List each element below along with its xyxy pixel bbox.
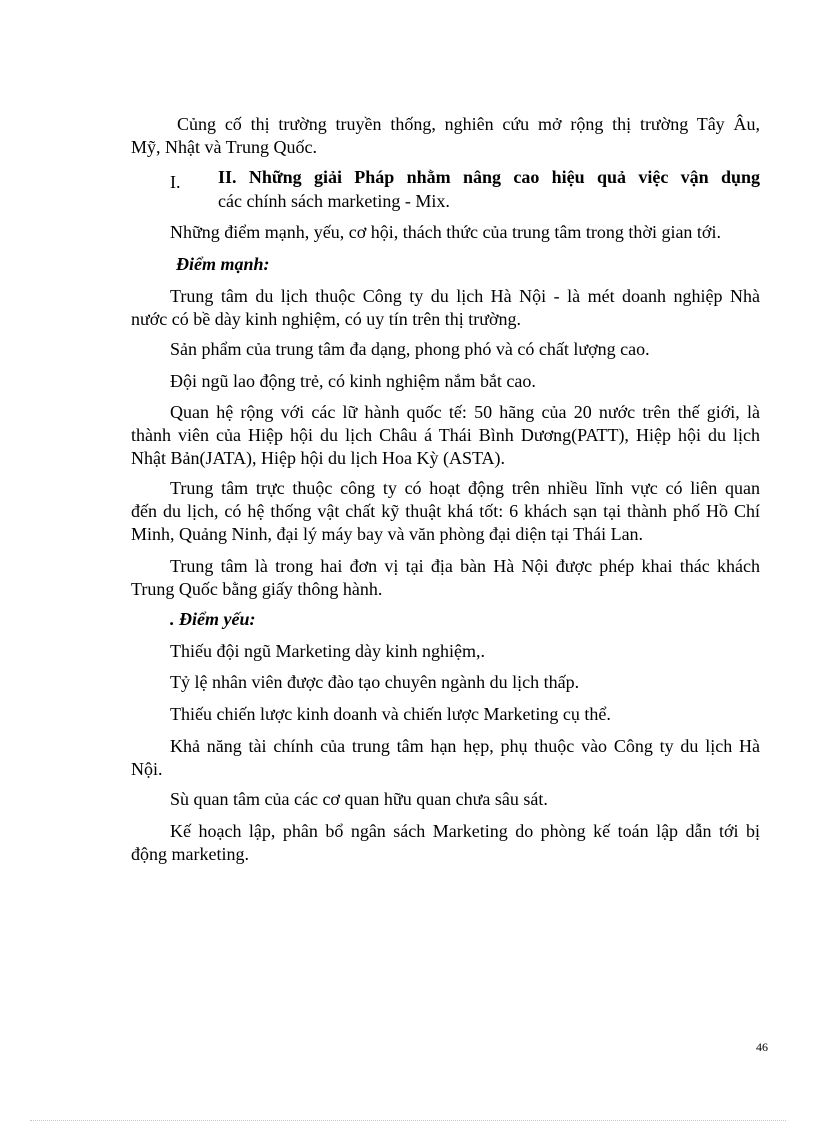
- paragraph-line: Củng cố thị trường truyền thống, nghiên cứu mở rộng thị trường Tây Âu,: [177, 114, 760, 134]
- heading-strengths: Điểm mạnh:: [176, 254, 270, 274]
- paragraph-line: Mỹ, Nhật và Trung Quốc.: [131, 137, 318, 157]
- paragraph-line: Đội ngũ lao động trẻ, có kinh nghiệm nắm bắt cao.: [170, 371, 536, 391]
- paragraph-line: Tỷ lệ nhân viên được đào tạo chuyên ngành du lịch thấp.: [170, 672, 580, 692]
- paragraph-line: thành viên của Hiệp hội du lịch Châu á Thái Bình Dương(PATT), Hiệp hội du lịch: [131, 425, 760, 445]
- paragraph-line: Trung Quốc bằng giấy thông hành.: [131, 579, 383, 599]
- section-numeral: I.: [170, 172, 181, 192]
- paragraph-line: Thiếu chiến lược kinh doanh và chiến lược Marketing cụ thể.: [170, 704, 611, 724]
- paragraph-line: Nhật Bản(JATA), Hiệp hội du lịch Hoa Kỳ (ASTA).: [131, 448, 506, 468]
- paragraph-line: Nội.: [131, 759, 163, 779]
- paragraph-line: đến du lịch, có hệ thống vật chất kỹ thuật khá tốt: 6 khách sạn tại thành phố Hồ Chí: [131, 501, 760, 521]
- paragraph-line: Khả năng tài chính của trung tâm hạn hẹp, phụ thuộc vào Công ty du lịch Hà: [170, 736, 760, 756]
- section-title-cont: các chính sách marketing - Mix.: [218, 191, 450, 211]
- paragraph-line: Kế hoạch lập, phân bổ ngân sách Marketing do phòng kế toán lập dẫn tới bị: [170, 821, 760, 841]
- paragraph-line: Trung tâm là trong hai đơn vị tại địa bàn Hà Nội được phép khai thác khách: [170, 556, 760, 576]
- heading-weaknesses: . Điểm yếu:: [170, 609, 256, 629]
- paragraph-line: động marketing.: [131, 844, 249, 864]
- paragraph-line: Trung tâm du lịch thuộc Công ty du lịch Hà Nội - là mét doanh nghiệp Nhà: [170, 286, 760, 306]
- paragraph-line: Thiếu đội ngũ Marketing dày kinh nghiệm,.: [170, 641, 485, 661]
- paragraph-line: Quan hệ rộng với các lữ hành quốc tế: 50 hãng của 20 nước trên thế giới, là: [170, 402, 760, 422]
- paragraph-line: Sản phẩm của trung tâm đa dạng, phong phó và có chất lượng cao.: [170, 339, 650, 359]
- page-bottom-divider: [30, 1120, 786, 1121]
- paragraph-line: Minh, Quảng Ninh, đại lý máy bay và văn phòng đại diện tại Thái Lan.: [131, 524, 644, 544]
- paragraph-line: Trung tâm trực thuộc công ty có hoạt động trên nhiều lĩnh vực có liên quan: [170, 478, 760, 498]
- paragraph-line: Những điểm mạnh, yếu, cơ hội, thách thức của trung tâm trong thời gian tới.: [170, 222, 721, 242]
- paragraph-line: nước có bề dày kinh nghiệm, có uy tín trên thị trường.: [131, 309, 521, 329]
- page-number: 46: [756, 1040, 768, 1054]
- section-title: II. Những giải Pháp nhằm nâng cao hiệu quả việc vận dụng: [218, 167, 760, 187]
- paragraph-line: Sù quan tâm của các cơ quan hữu quan chưa sâu sát.: [170, 789, 548, 809]
